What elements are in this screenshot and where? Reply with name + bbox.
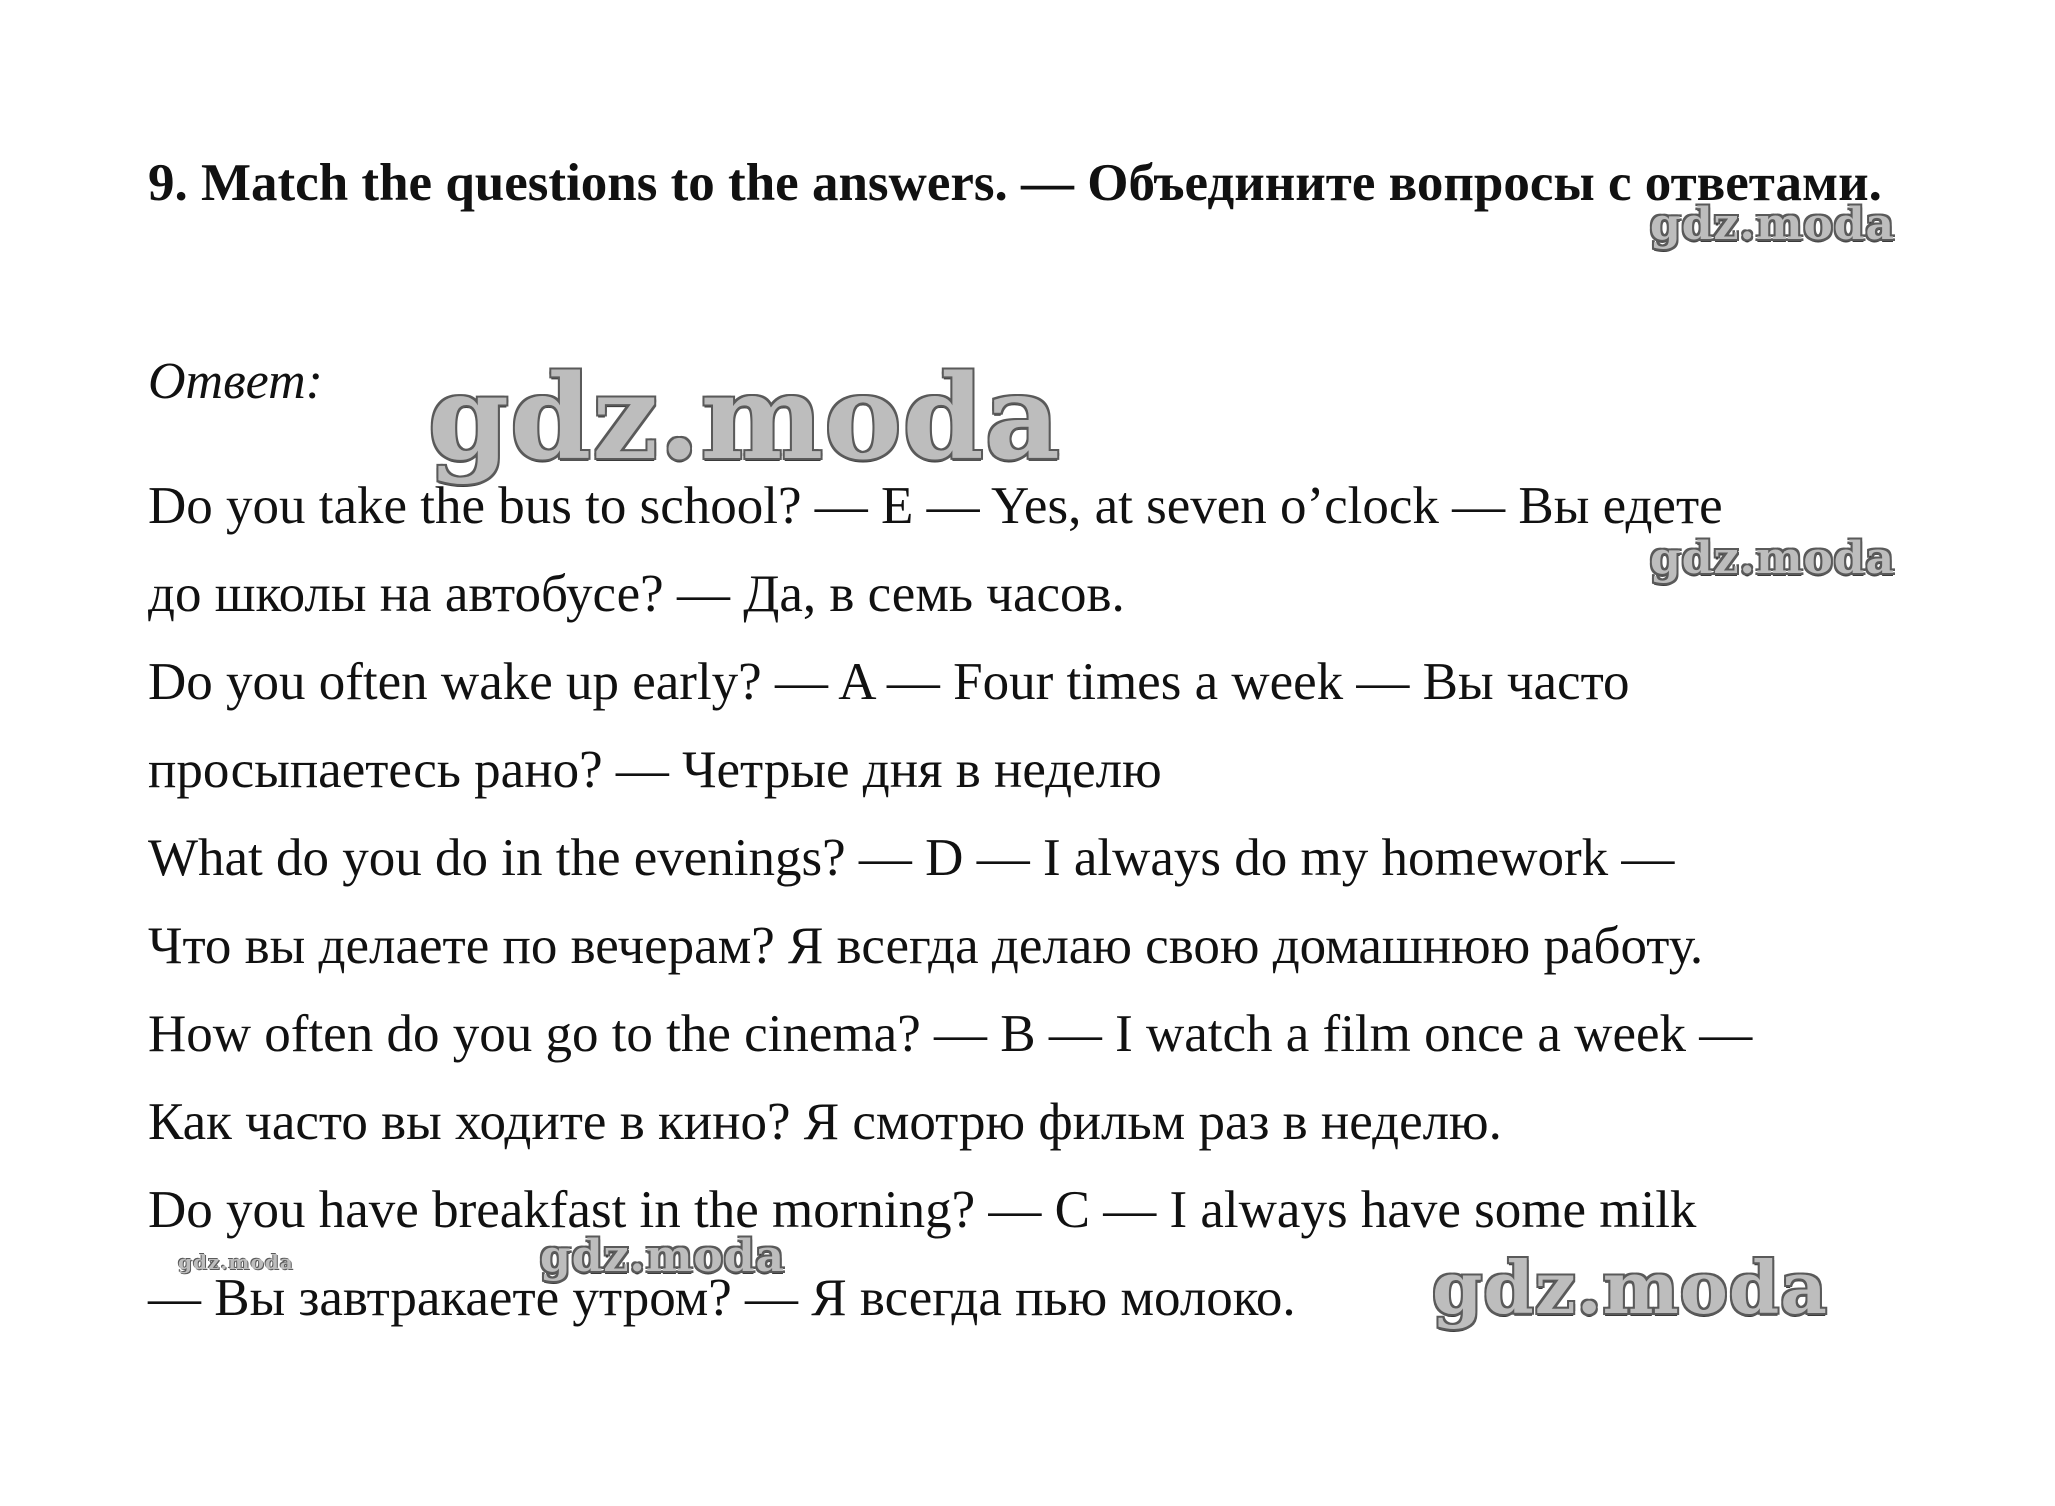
exercise-heading: 9. Match the questions to the answers. — Объедините вопросы с ответами.	[148, 154, 1882, 212]
answer-line-9: Do you have breakfast in the morning? — C — I always have some milk	[148, 1181, 1697, 1239]
answer-line-5: What do you do in the evenings? — D — I always do my homework —	[148, 829, 1675, 887]
answer-line-6: Что вы делаете по вечерам? Я всегда делаю свою домашнюю работу.	[148, 917, 1704, 975]
watermark-bottom-middle: gdz.moda	[540, 1231, 786, 1282]
answer-line-1: Do you take the bus to school? — E — Yes, at seven o’clock — Вы едете	[148, 477, 1723, 535]
watermark-bottom-right: gdz.moda	[1432, 1245, 1828, 1330]
answer-line-7: How often do you go to the cinema? — B — I watch a film once a week —	[148, 1005, 1753, 1063]
answer-line-8: Как часто вы ходите в кино? Я смотрю фильм раз в неделю.	[148, 1093, 1502, 1151]
watermark-tiny: gdz.moda	[178, 1250, 294, 1274]
answer-line-2: до школы на автобусе? — Да, в семь часов.	[148, 565, 1125, 623]
watermark-large: gdz.moda	[428, 350, 1061, 486]
answer-line-3: Do you often wake up early? — A — Four times a week — Вы часто	[148, 653, 1630, 711]
answer-line-10: — Вы завтракаете утром? — Я всегда пью молоко.	[148, 1269, 1296, 1327]
watermark-heading: gdz.moda	[1650, 199, 1896, 250]
watermark-right: gdz.moda	[1650, 533, 1896, 584]
answer-line-4: просыпаетесь рано? — Четрые дня в неделю	[148, 741, 1162, 799]
answer-label: Ответ:	[148, 353, 323, 410]
